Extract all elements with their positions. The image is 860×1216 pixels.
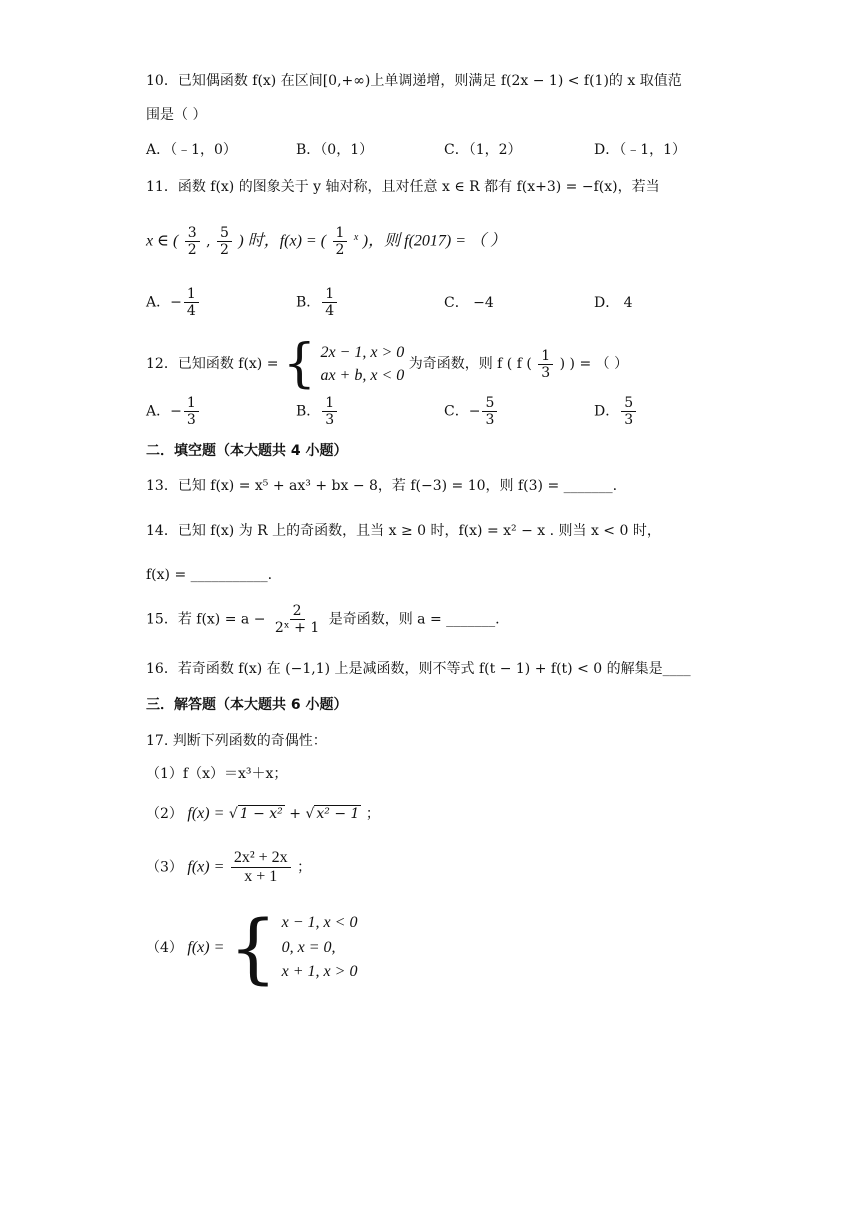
- q11-exponent: x: [353, 231, 359, 243]
- q10-option-d: D．（﹣1，1）: [594, 142, 687, 158]
- q17-part3-frac: $\frac{\text{2x² + 2x}}{x + 1}$: [231, 850, 291, 885]
- q12-option-b: B． $\frac{1}{3}$: [296, 396, 339, 427]
- q11-stem-line1: 11．函数 f(x) 的图象关于 y 轴对称，且对任意 x ∈ R 都有 f(x+3) = −f(x)，若当: [146, 179, 660, 195]
- q11-option-a: A．− $\frac{1}{4}$: [146, 287, 201, 318]
- q11-cond-suffix: )，则 f(2017) = （ ）: [362, 232, 507, 250]
- q17-part2: （2） f(x) = √ 1 − x² + √ x² − 1 ；: [146, 805, 380, 822]
- q11-option-b: B． $\frac{1}{4}$: [296, 287, 339, 318]
- q12-stem: 12．已知函数 f(x) = { 2x − 1, x > 0 ax + b, x < 0 为奇函数，则 f ( f ( $\frac{1}{3}$ ) ) = （ ）: [146, 334, 629, 394]
- q14-stem: 14．已知 f(x) 为 R 上的奇函数，且当 x ≥ 0 时，f(x) = x² − x . 则当 x < 0 时，: [146, 523, 661, 539]
- q17-part1: （1）f（x）＝x³＋x；: [146, 766, 288, 782]
- q15: 15．若 f(x) = a − $\frac{2}{\text{2ˣ + 1}}$ 是奇函数，则 a = _______.: [146, 603, 500, 636]
- q10-stem-line1: 10．已知偶函数 f(x) 在区间[0,+∞)上单调递增，则满足 f(2x − 1) < f(1)的 x 取值范: [146, 73, 682, 89]
- q16: 16．若奇函数 f(x) 在 (−1,1) 上是减函数，则不等式 f(t − 1) + f(t) < 0 的解集是____: [146, 661, 691, 677]
- q13: 13．已知 f(x) = x⁵ + ax³ + bx − 8，若 f(−3) = 10，则 f(3) = _______.: [146, 478, 618, 494]
- q11-frac-3-2: $\frac{3}{2}$: [185, 226, 200, 257]
- q15-frac: $\frac{2}{\text{2ˣ + 1}}$: [274, 603, 320, 636]
- section-fill-in-title: 二．填空题（本大题共 4 小题）: [146, 443, 348, 459]
- q11-cond-mid: ) 时，f(x) = (: [238, 232, 327, 250]
- q12-option-d: D． $\frac{5}{3}$: [594, 396, 638, 427]
- section-solve-title: 三．解答题（本大题共 6 小题）: [146, 697, 348, 713]
- q11-base-frac: $\frac{1}{2}$: [333, 226, 348, 257]
- q12-option-c: C．− $\frac{5}{3}$: [444, 396, 499, 427]
- q11-option-d: D． 4: [594, 295, 633, 311]
- q10-option-b: B．（0，1）: [296, 142, 374, 158]
- q17-stem: 17. 判断下列函数的奇偶性：: [146, 733, 327, 749]
- q10-stem-line2: 围是（ ）: [146, 107, 207, 123]
- q12-suffix: ) ) = （ ）: [559, 356, 629, 372]
- q10-option-c: C．（1，2）: [444, 142, 522, 158]
- q12-mid: 为奇函数，则 f ( f (: [408, 356, 532, 372]
- q14-answer-line: f(x) = ___________.: [146, 567, 273, 583]
- q11-option-c: C． −4: [444, 295, 494, 311]
- q11-frac-5-2: $\frac{5}{2}$: [217, 226, 232, 257]
- q10-option-a: A．（﹣1，0）: [146, 142, 237, 158]
- q12-piecewise: 2x − 1, x > 0 ax + b, x < 0: [320, 343, 405, 384]
- q17-part4-piecewise: x − 1, x < 0 0, x = 0, x + 1, x > 0: [281, 913, 358, 981]
- q12-option-a: A．− $\frac{1}{3}$: [146, 396, 201, 427]
- q12-prefix: 12．已知函数 f(x) =: [146, 356, 279, 372]
- q11-condition: x ∈ ( $\frac{3}{2}$ , $\frac{5}{2}$ ) 时，f(x) = ( $\frac{1}{2}$ $^x$ )，则 f(2017) = （ ）: [146, 225, 507, 258]
- q17-part3: （3） f(x) = $\frac{\text{2x² + 2x}}{x + 1}$ ；: [146, 849, 312, 885]
- q12-arg-frac: $\frac{1}{3}$: [538, 349, 553, 380]
- q11-cond-prefix: x ∈ (: [146, 232, 179, 250]
- q17-part4: （4） f(x) = { x − 1, x < 0 0, x = 0, x + 1, x > 0: [146, 903, 358, 992]
